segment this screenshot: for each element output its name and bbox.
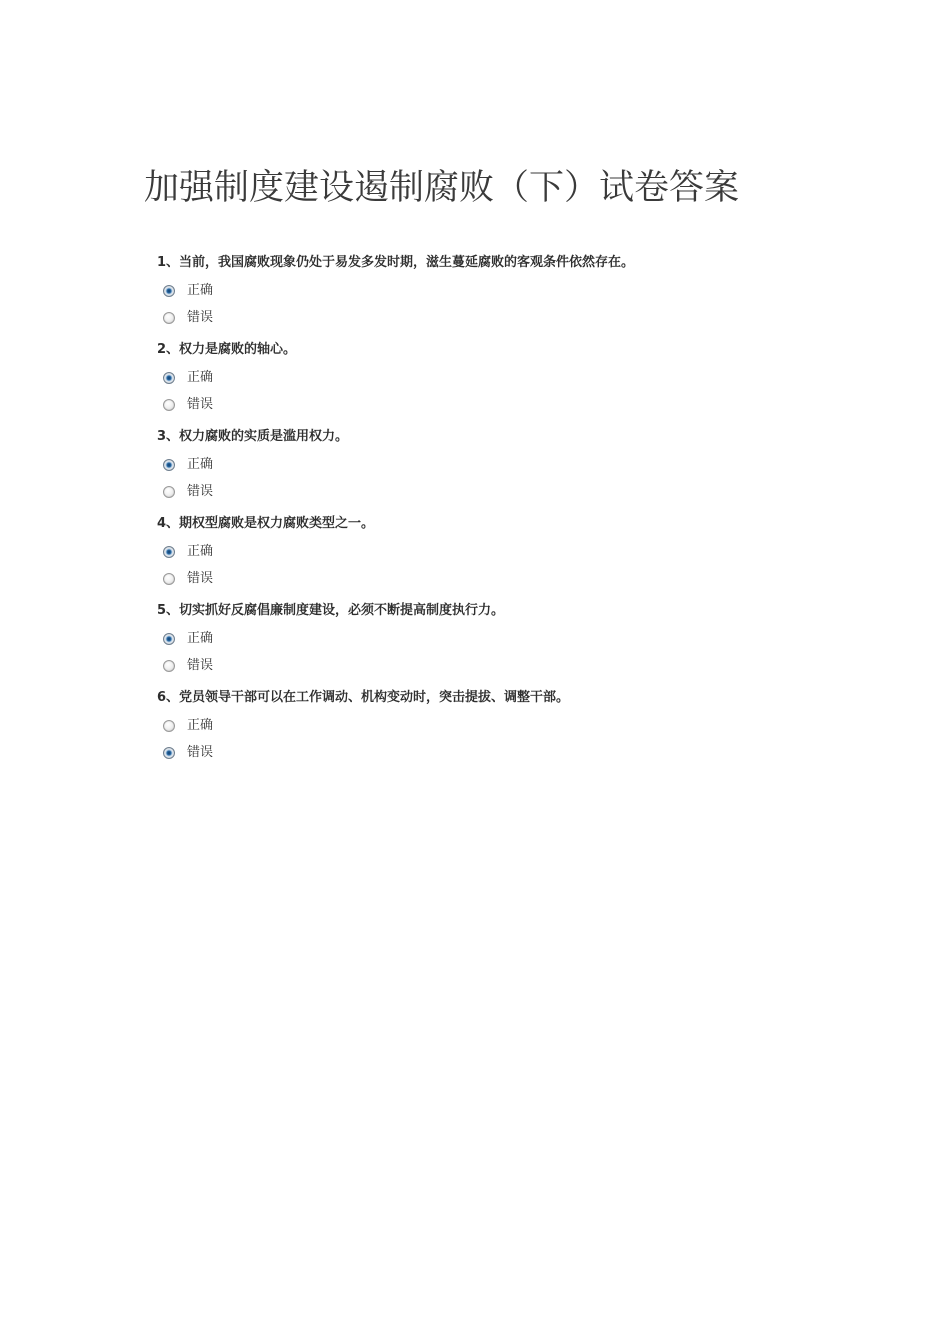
question-1 bbox=[157, 253, 857, 325]
option-wrong[interactable] bbox=[163, 744, 213, 762]
option-label: 错误 bbox=[187, 658, 214, 673]
option-correct[interactable] bbox=[163, 630, 213, 648]
option-correct[interactable] bbox=[163, 543, 213, 561]
radio-button[interactable] bbox=[163, 486, 175, 498]
question-text: 6、党员领导干部可以在工作调动、机构变动时，突击提拔、调整干部。 bbox=[157, 690, 570, 705]
radio-button[interactable] bbox=[163, 633, 175, 645]
question-text: 3、权力腐败的实质是滥用权力。 bbox=[157, 429, 349, 444]
radio-button[interactable] bbox=[163, 372, 175, 384]
option-correct[interactable] bbox=[163, 717, 213, 735]
option-label: 错误 bbox=[187, 745, 214, 760]
question-2 bbox=[157, 340, 857, 412]
question-text: 1、当前，我国腐败现象仍处于易发多发时期，滋生蔓延腐败的客观条件依然存在。 bbox=[157, 255, 635, 270]
radio-button[interactable] bbox=[163, 459, 175, 471]
question-3 bbox=[157, 427, 857, 499]
page-title: 加强制度建设遏制腐败（下）试卷答案 bbox=[144, 168, 740, 208]
question-text: 5、切实抓好反腐倡廉制度建设，必须不断提高制度执行力。 bbox=[157, 603, 505, 618]
radio-button[interactable] bbox=[163, 399, 175, 411]
option-wrong[interactable] bbox=[163, 396, 213, 414]
option-wrong[interactable] bbox=[163, 570, 213, 588]
option-label: 正确 bbox=[187, 631, 214, 646]
option-label: 错误 bbox=[187, 310, 214, 325]
radio-button[interactable] bbox=[163, 546, 175, 558]
option-label: 错误 bbox=[187, 484, 214, 499]
question-5 bbox=[157, 601, 857, 673]
question-6 bbox=[157, 688, 857, 760]
question-text: 4、期权型腐败是权力腐败类型之一。 bbox=[157, 516, 375, 531]
question-text: 2、权力是腐败的轴心。 bbox=[157, 342, 297, 357]
option-label: 正确 bbox=[187, 370, 214, 385]
question-4 bbox=[157, 514, 857, 586]
radio-button[interactable] bbox=[163, 747, 175, 759]
radio-button[interactable] bbox=[163, 660, 175, 672]
option-label: 错误 bbox=[187, 397, 214, 412]
option-label: 正确 bbox=[187, 457, 214, 472]
option-wrong[interactable] bbox=[163, 309, 213, 327]
radio-button[interactable] bbox=[163, 312, 175, 324]
radio-button[interactable] bbox=[163, 285, 175, 297]
option-label: 正确 bbox=[187, 283, 214, 298]
option-wrong[interactable] bbox=[163, 483, 213, 501]
option-correct[interactable] bbox=[163, 369, 213, 387]
radio-button[interactable] bbox=[163, 720, 175, 732]
option-correct[interactable] bbox=[163, 456, 213, 474]
radio-button[interactable] bbox=[163, 573, 175, 585]
option-label: 错误 bbox=[187, 571, 214, 586]
option-correct[interactable] bbox=[163, 282, 213, 300]
option-label: 正确 bbox=[187, 718, 214, 733]
option-wrong[interactable] bbox=[163, 657, 213, 675]
option-label: 正确 bbox=[187, 544, 214, 559]
